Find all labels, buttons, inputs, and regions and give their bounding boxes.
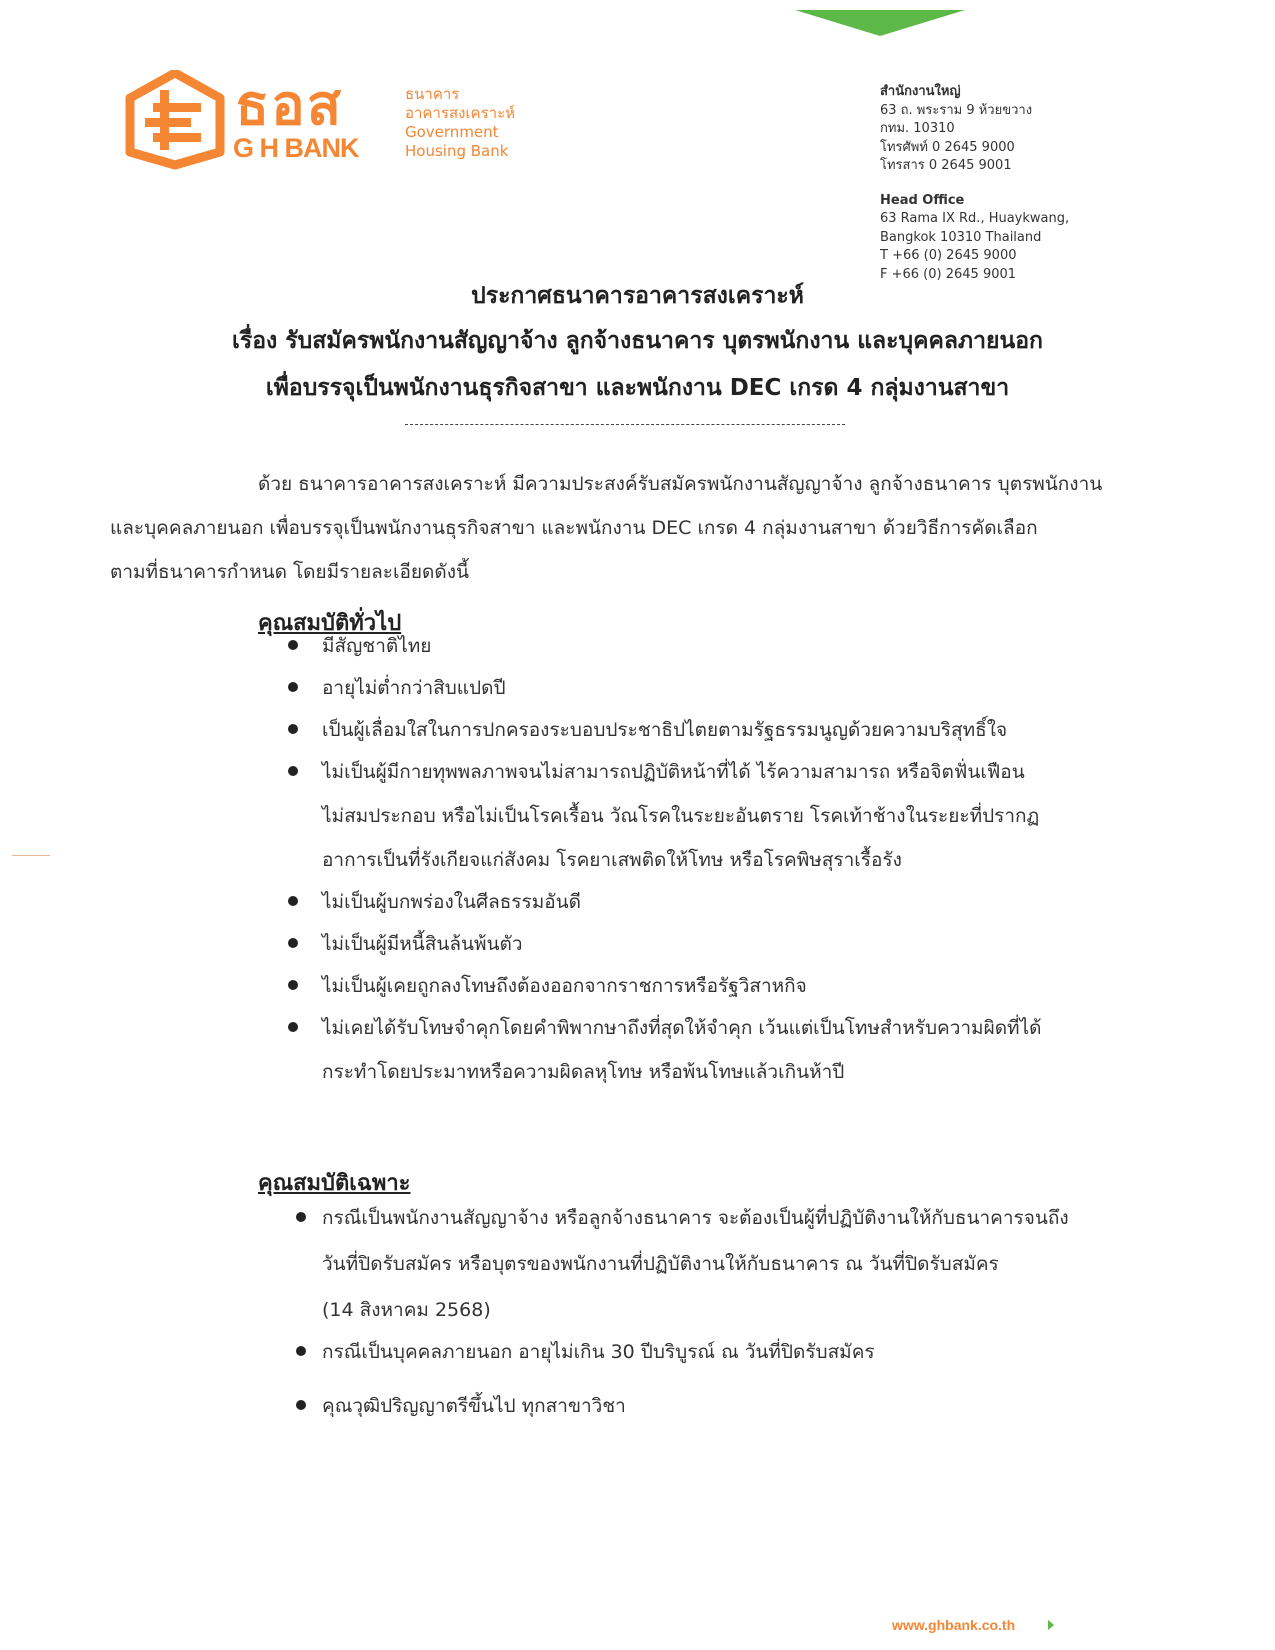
bullet-icon [288, 938, 298, 948]
logo-latin-text: G H BANK [233, 133, 359, 163]
announcement-title: ประกาศธนาคารอาคารสงเคราะห์ [471, 283, 804, 309]
office-en-line: F +66 (0) 2645 9001 [880, 266, 1017, 282]
office-en-title: Head Office [880, 192, 965, 208]
bank-name-line: อาคารสงเคราะห์ [405, 104, 516, 122]
general-item: อายุไม่ต่ำกว่าสิบแปดปี [322, 677, 506, 699]
bank-name-line: Housing Bank [405, 142, 509, 160]
announcement-subject: เรื่อง รับสมัครพนักงานสัญญาจ้าง ลูกจ้างธนาคาร บุตรพนักงาน และบุคคลภายนอก [232, 328, 1043, 354]
office-th-line: โทรศัพท์ 0 2645 9000 [880, 139, 1015, 155]
office-address [880, 83, 1069, 284]
specific-item-cont: วันที่ปิดรับสมัคร หรือบุตรของพนักงานที่ปฏิบัติงานให้กับธนาคาร ณ วันที่ปิดรับสมัคร [322, 1253, 999, 1275]
bullet-icon [288, 724, 298, 734]
margin-mark [12, 855, 50, 856]
specific-qualifications-heading: คุณสมบัติเฉพาะ [258, 1171, 411, 1196]
house-logo-icon [125, 70, 225, 170]
general-item: เป็นผู้เลื่อมใสในการปกครองระบอบประชาธิปไตยตามรัฐธรรมนูญด้วยความบริสุทธิ์ใจ [322, 719, 1008, 741]
office-en-line: 63 Rama IX Rd., Huaykwang, [880, 211, 1070, 226]
website-link[interactable]: www.ghbank.co.th [892, 1617, 1016, 1633]
general-item-cont: ไม่สมประกอบ หรือไม่เป็นโรคเรื้อน วัณโรคในระยะอันตราย โรคเท้าช้างในระยะที่ปรากฏ [322, 805, 1040, 827]
general-item: ไม่เป็นผู้มีกายทุพพลภาพจนไม่สามารถปฏิบัติหน้าที่ได้ ไร้ความสามารถ หรือจิตฟั่นเฟือน [322, 761, 1025, 783]
bullet-icon [288, 1022, 298, 1032]
bank-name-block [405, 85, 515, 161]
bullet-icon [288, 896, 298, 906]
specific-item: กรณีเป็นพนักงานสัญญาจ้าง หรือลูกจ้างธนาคาร จะต้องเป็นผู้ที่ปฏิบัติงานให้กับธนาคารจนถึง [322, 1207, 1069, 1229]
general-qualifications-heading: คุณสมบัติทั่วไป [258, 611, 402, 636]
general-item-cont: อาการเป็นที่รังเกียจแก่สังคม โรคยาเสพติดให้โทษ หรือโรคพิษสุราเรื้อรัง [322, 849, 902, 871]
bullet-icon [288, 980, 298, 990]
general-item: ไม่เคยได้รับโทษจำคุกโดยคำพิพากษาถึงที่สุดให้จำคุก เว้นแต่เป็นโทษสำหรับความผิดที่ได้ [322, 1017, 1042, 1039]
bullet-icon [296, 1400, 306, 1410]
bank-name-line: ธนาคาร [405, 85, 460, 103]
general-item: ไม่เป็นผู้เคยถูกลงโทษถึงต้องออกจากราชการหรือรัฐวิสาหกิจ [322, 975, 807, 997]
office-th-line: โทรสาร 0 2645 9001 [880, 158, 1012, 173]
bullet-icon [288, 640, 298, 650]
office-th-title: สำนักงานใหญ่ [880, 84, 961, 99]
logo-thai-text: ธอส [235, 73, 343, 138]
bullet-icon [296, 1212, 306, 1222]
arrow-right-icon [1048, 1620, 1054, 1630]
office-th-line: 63 ถ. พระราม 9 ห้วยขวาง [880, 102, 1033, 118]
intro-line: และบุคคลภายนอก เพื่อบรรจุเป็นพนักงานธุรกิจสาขา และพนักงาน DEC เกรด 4 กลุ่มงานสาขา ด้วยวิธีการคัดเลือก [110, 517, 1038, 539]
bank-name-line: Government [405, 123, 499, 141]
bullet-icon [288, 766, 298, 776]
intro-line: ตามที่ธนาคารกำหนด โดยมีรายละเอียดดังนี้ [110, 561, 469, 583]
general-item: ไม่เป็นผู้มีหนี้สินล้นพ้นตัว [322, 933, 523, 955]
bank-logo [125, 70, 565, 170]
bullet-icon [288, 682, 298, 692]
general-item-cont: กระทำโดยประมาทหรือความผิดลหุโทษ หรือพ้นโทษแล้วเกินห้าปี [322, 1061, 845, 1083]
office-en-line: Bangkok 10310 Thailand [880, 229, 1042, 245]
bullet-icon [296, 1346, 306, 1356]
general-item: ไม่เป็นผู้บกพร่องในศีลธรรมอันดี [322, 891, 581, 913]
specific-item: กรณีเป็นบุคคลภายนอก อายุไม่เกิน 30 ปีบริบูรณ์ ณ วันที่ปิดรับสมัคร [322, 1341, 875, 1363]
general-item: มีสัญชาติไทย [322, 635, 432, 657]
office-th-line: กทม. 10310 [880, 121, 955, 136]
top-tab-decoration [795, 10, 965, 36]
intro-line: ด้วย ธนาคารอาคารสงเคราะห์ มีความประสงค์รับสมัครพนักงานสัญญาจ้าง ลูกจ้างธนาคาร บุตรพนักงาน [258, 473, 1103, 495]
specific-item-cont: (14 สิงหาคม 2568) [322, 1299, 491, 1321]
specific-item: คุณวุฒิปริญญาตรีขึ้นไป ทุกสาขาวิชา [322, 1395, 626, 1417]
office-en-line: T +66 (0) 2645 9000 [880, 248, 1017, 263]
dashed-divider [405, 424, 845, 425]
announcement-subject-2: เพื่อบรรจุเป็นพนักงานธุรกิจสาขา และพนักงาน DEC เกรด 4 กลุ่มงานสาขา [265, 375, 1010, 401]
